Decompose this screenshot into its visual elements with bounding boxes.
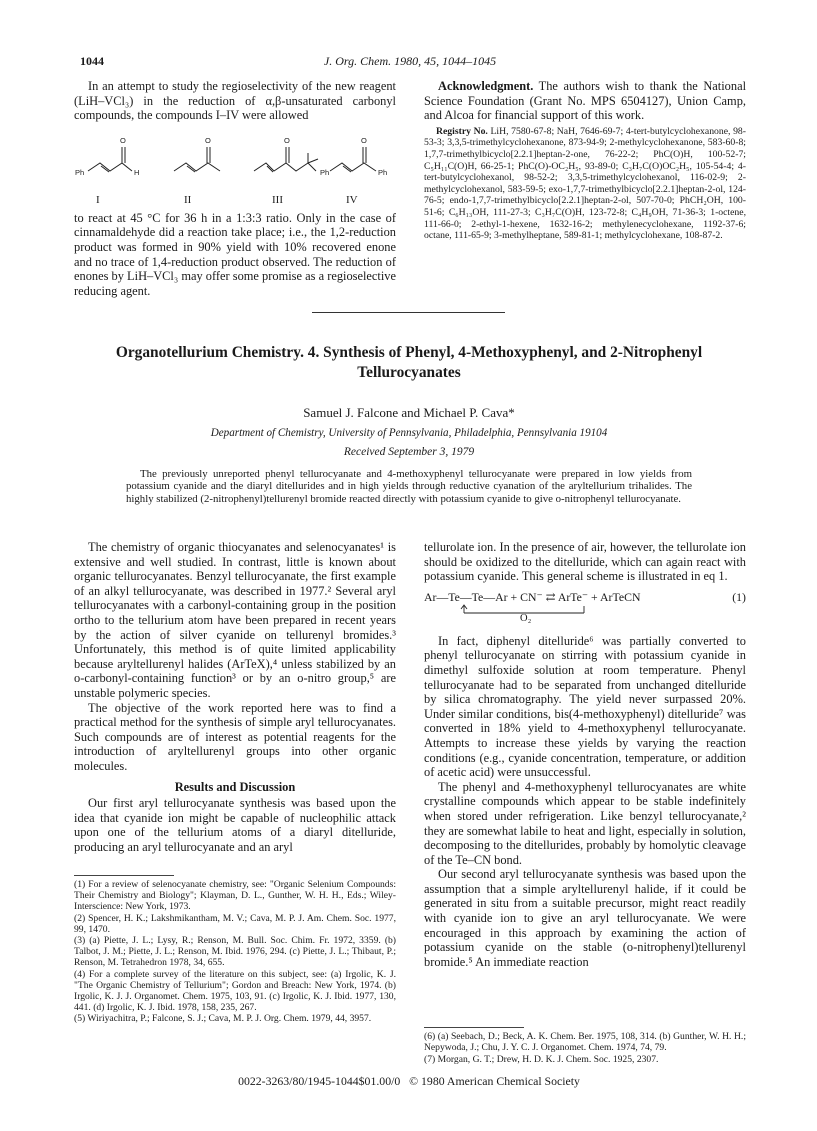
equation-text: Ar—Te—Te—Ar + CN⁻ ⇄ ArTe⁻ + ArTeCN — [424, 589, 641, 604]
right-paragraph-2: In fact, diphenyl ditelluride⁶ was partially converted to phenyl tellurocyanate on stirring with potassium cyanide in dimethyl sulfoxide solution at room temperature. Phenyl tellurocyanate had to be separated from unchanged ditelluride by silica chromatography. The yield never surpassed 20%. Under similar conditions, bis(4-methoxyphenyl) ditelluride⁷ was converted in 18% yield to 4-methoxyphenyl tellurocyanate. Attempts to increase these yields by varying the reaction conditions (e.g., cyanide concentration, temperature, or addition of acetic acid) were unsuccessful. — [424, 633, 746, 780]
prev-article-left-column — [74, 79, 396, 298]
running-header — [80, 54, 740, 70]
article-title: Organotellurium Chemistry. 4. Synthesis of Phenyl, 4-Methoxyphenyl, and 2-Nitrophenyl Tellurocyanates — [115, 344, 703, 381]
footnotes-right — [424, 1031, 746, 1065]
article-left-column — [74, 540, 396, 854]
right-paragraph-3: The phenyl and 4-methoxyphenyl tellurocyanates are white crystalline compounds which appear to be stable indefinitely when stored under refrigeration. Like benzyl tellurocyanate,² they are somewhat labile to heat and light, especially in solution, decomposing to the ditellurides, probably by homolytic cleavage of the Te–CN bond. — [424, 779, 746, 867]
svg-text:Ph: Ph — [75, 167, 85, 177]
results-heading: Results and Discussion — [174, 779, 296, 794]
structures-figure — [74, 127, 396, 209]
prev-paragraph-1a: In an attempt to study the regioselectivity of the new reagent (LiH–VCl₃) in the reduction of α,β-unsaturated carbonyl compounds, the compounds I–IV were allowed — [74, 79, 396, 123]
footnote-5: (5) Wiriyachitra, P.; Falcone, S. J.; Cava, M. P. J. Org. Chem. 1979, 44, 3957. — [74, 1013, 372, 1024]
results-paragraph-1: Our first aryl tellurocyanate synthesis was based upon the idea that cyanide ion might be capable of nucleophilic attack upon one of the tellurium atoms of a diaryl ditelluride, producing an aryl tellurocyanate and an aryl — [74, 796, 396, 854]
footnote-1: (1) For a review of selenocyanate chemistry, see: "Organic Selenium Compounds: Their Chemistry and Biology"; Klayman, D. L., Gunther, W. H. H., Eds.; Wiley-Interscience: New York, 1973. — [74, 879, 396, 912]
right-paragraph-4: Our second aryl tellurocyanate synthesis was based upon the assumption that a simple aryltellurenyl halide, if it could be generated in situ from a suitable precursor, might react readily with cyanide ion to give an aryl tellurocyanate. We were encouraged in this approach by examining the action of potassium cyanide on the stable (o-nitrophenyl)tellurenyl bromide.⁵ An immediate reaction — [424, 867, 746, 969]
acknowledgment-text: The authors wish to thank the National Science Foundation (Grant No. MPS 6504127), Union Camp, and Alcoa for financial support of this work. — [424, 79, 747, 123]
svg-text:O: O — [284, 135, 290, 145]
svg-text:Ph: Ph — [320, 167, 330, 177]
structure-IV-chain — [330, 163, 376, 171]
structure-I-chain — [88, 163, 132, 171]
copyright: © 1980 American Chemical Society — [409, 1074, 580, 1088]
registry-numbers — [424, 126, 746, 242]
footnote-3: (3) (a) Piette, J. L.; Lysy, R.; Renson, M. Bull. Soc. Chim. Fr. 1972, 3359. (b) Talbot, J. M.; Piette, J. L.; Renson, M. Ibid. 1976, 294. (c) Piette, J. L.; Thibaut, P.; Renson, M. Tetrahedron 1978, 34, 655. — [74, 935, 396, 968]
structure-label-I: I — [96, 193, 100, 206]
equation-number: (1) — [732, 589, 746, 604]
svg-text:Ph: Ph — [378, 167, 388, 177]
acknowledgment — [424, 79, 746, 123]
prev-paragraph-1b: to react at 45 °C for 36 h in a 1:3:3 ratio. Only in the case of cinnamaldehyde did a reaction take place; i.e., the 1,2-reduction product was formed in 90% yield with 10% recovered enone and no trace of 1,4-reduction product observed. The reduction of enones by LiH–VCl₃ may offer some promise as a regioselective reducing agent. — [74, 210, 396, 298]
structure-label-IV: IV — [346, 193, 358, 206]
equation-1 — [424, 588, 746, 628]
footnote-7: (7) Morgan, G. T.; Drew, H. D. K. J. Chem. Soc. 1925, 2307. — [424, 1053, 659, 1065]
page-footer — [74, 1074, 744, 1089]
received-date: Received September 3, 1979 — [343, 446, 475, 458]
footnote-4: (4) For a complete survey of the literature on this subject, see: (a) Irgolic, K. J. "The Organic Chemistry of Tellurium"; Gordon and Breach: New York, 1974. (b) Irgolic, K. J. J. Organomet. Chem. 1975, 103, 91. (c) Irgolic, K. J. Ibid. 1977, 130, 441. (d) Irgolic, K. J. Ibid. 1978, 158, 235, 267. — [74, 968, 396, 1013]
right-paragraph-1: tellurolate ion. In the presence of air, however, the tellurolate ion should be oxidized to the ditelluride, which can again react with potassium cyanide. This general scheme is illustrated in eq 1. — [424, 540, 746, 584]
equation-arrow-loop — [424, 588, 654, 628]
svg-text:O: O — [205, 135, 211, 145]
structure-II-chain — [174, 163, 220, 171]
chemical-structures-drawing — [74, 127, 396, 193]
equation-oxygen: O₂ — [520, 612, 532, 624]
article-authors: Samuel J. Falcone and Michael P. Cava* — [303, 405, 515, 420]
acknowledgment-label: Acknowledgment. — [438, 79, 534, 93]
page-number: 1044 — [80, 54, 104, 68]
structure-III-chain — [254, 163, 316, 171]
registry-text: LiH, 7580-67-8; NaH, 7646-69-7; 4-tert-butylcyclohexanone, 98-53-3; 3,3,5-trimethylcyclohexanone, 873-94-9; 2-methylcyclohexanone, 583-60-8; 1,7,7-trimethylbicyclo[2.2.1]heptan-2-one, 76-22-2; PhC(O)H, 100-52-7; C₅H₁₁C(O)H, 66-25-1; PhC(O)-OC₂H₅, 93-89-0; C₃H₇C(O)OC₂H₅, 105-54-4; 4-tert-butylcyclohexanol, 98-52-2; 3,3,5-trimethylcyclohexanol, 116-02-9; 2-methylcyclohexanol, 583-59-5; exo-1,7,7-trimethylbicyclo[2.2.1]heptan-2-ol, 124-76-5; endo-1,7,7-trimethylbicyclo[2.2.1]heptan-2-ol, 507-70-0; PhCH₂OH, 100-51-6; C₆H₁₃OH, 111-27-3; C₃H₇C(O)H, 123-72-8; C₄H₉OH, 71-36-3; 1-octene, 111-66-0; 2-ethyl-1-hexene, 1632-16-2; methylenecyclohexane, 1192-37-6; octane, 111-65-9; 3-methylheptane, 589-81-1; methylcyclohexane, 108-87-2. — [424, 125, 746, 242]
footnotes-left — [74, 879, 396, 1025]
svg-text:O: O — [361, 135, 367, 145]
svg-text:H: H — [134, 167, 140, 177]
svg-text:O: O — [120, 135, 126, 145]
intro-paragraph-1: The chemistry of organic thiocyanates and selenocyanates¹ is extensive and well studied. In contrast, little is known about organic tellurocyanates. Benzyl tellurocyanate, the first example of an alkyl tellurocyanate, was described in 1977.² Several aryl tellurocyanates with a carbonyl-containing group in the position ortho to the tellurium atom have been prepared in recent years by the action of silver cyanide on tellurenyl bromides.³ Unfortunately, this method is of quite limited applicability because aryltellurenyl halides (ArTeX),⁴ unless stabilized by an o-carbonyl-containing function³ or by an o-nitro group,⁵ are unstable polymeric species. — [74, 540, 396, 700]
registry-label: Registry No. — [436, 125, 488, 137]
article-affiliation: Department of Chemistry, University of Pennsylvania, Philadelphia, Pennsylvania 19104 — [210, 427, 608, 439]
article-code: 0022-3263/80/1945-1044$01.00/0 — [238, 1074, 401, 1088]
intro-paragraph-2: The objective of the work reported here was to find a practical method for the synthesis of simple aryl tellurocyanates. Such compounds are of interest as potential reagents for the introduction of aryltellurenyl groups into other organic molecules. — [74, 700, 396, 773]
structure-label-II: II — [184, 193, 192, 206]
journal-citation: J. Org. Chem. 1980, 45, 1044–1045 — [323, 54, 497, 68]
footnote-rule-right — [424, 1027, 524, 1028]
abstract: The previously unreported phenyl tellurocyanate and 4-methoxyphenyl tellurocyanate were prepared in low yields from potassium cyanide and the diaryl ditellurides and in high yields through reductive cyanation of the aryltellurium trihalides. The highly stabilized (2-nitrophenyl)tellurenyl bromide reacted directly with potassium cyanide to give o-nitrophenyl tellurocyanate. — [126, 468, 692, 505]
structure-label-III: III — [272, 193, 283, 206]
article-divider — [312, 312, 505, 313]
footnote-rule-left — [74, 875, 174, 876]
footnote-6: (6) (a) Seebach, D.; Beck, A. K. Chem. Ber. 1975, 108, 314. (b) Gunther, W. H. H.; Nepywoda, J.; Chu, J. Y. C. J. Organomet. Chem. 1974, 74, 79. — [424, 1031, 746, 1053]
prev-article-right-column — [424, 79, 746, 242]
article-right-column — [424, 540, 746, 969]
footnote-2: (2) Spencer, H. K.; Lakshmikantham, M. V.; Cava, M. P. J. Am. Chem. Soc. 1977, 99, 1470. — [74, 912, 396, 935]
